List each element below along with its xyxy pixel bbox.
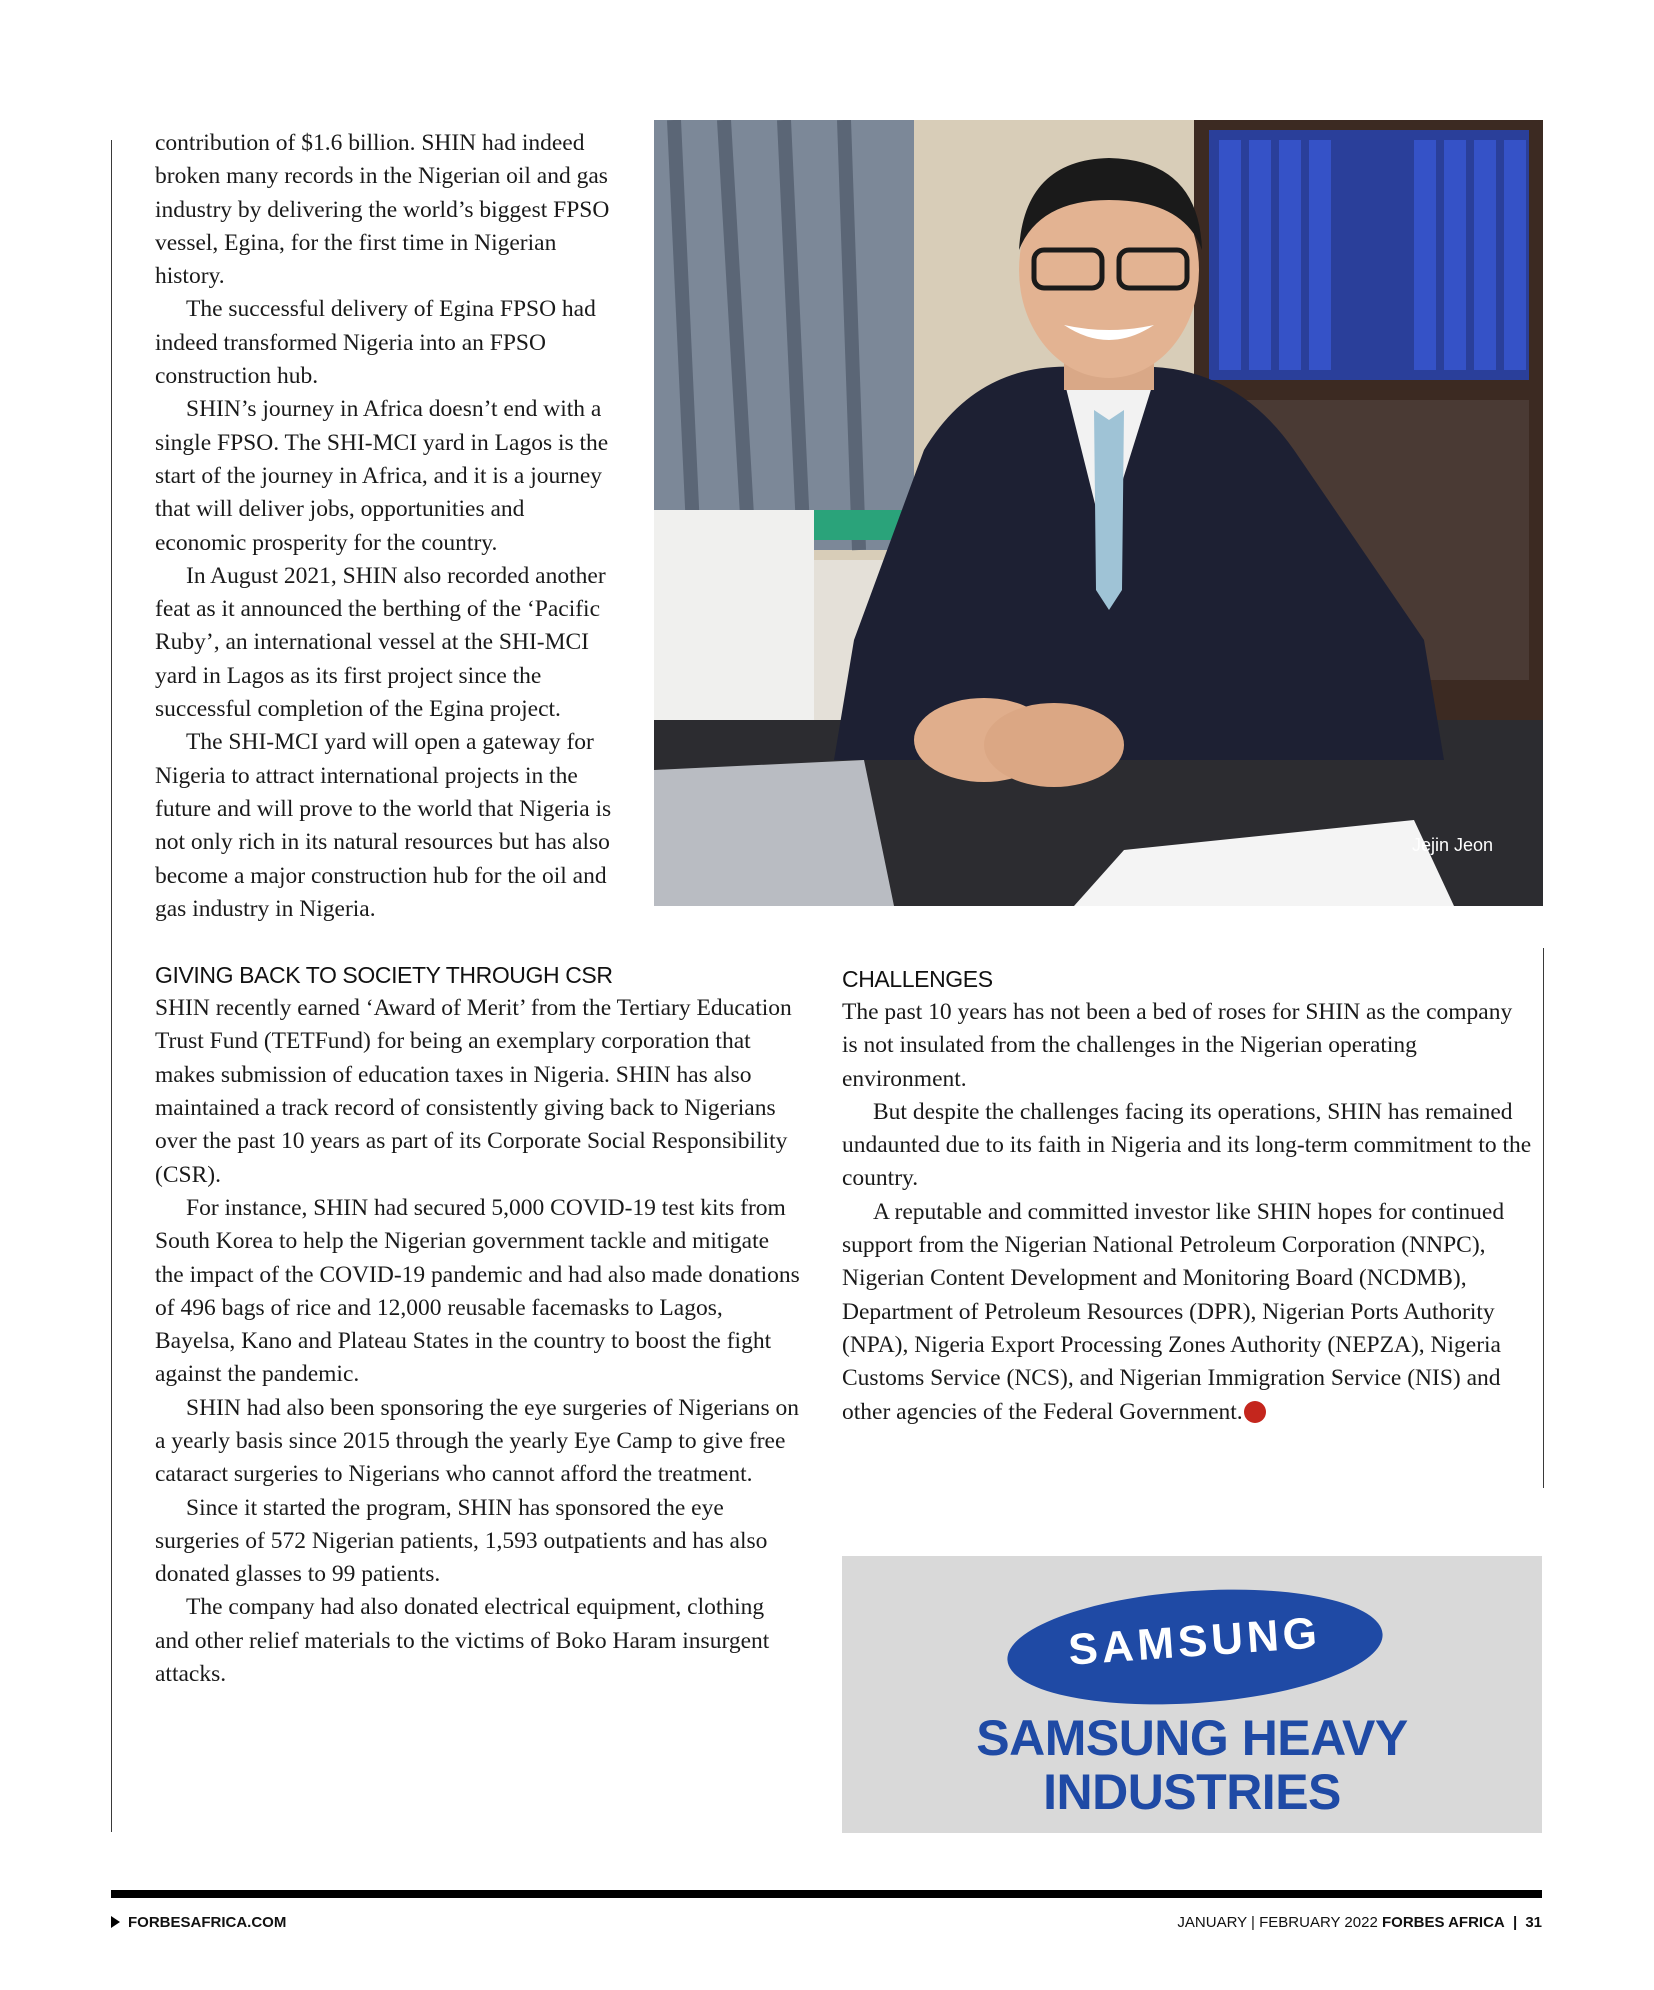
section-heading: CHALLENGES: [842, 966, 993, 992]
footer-issue: [1177, 1914, 1542, 1931]
paragraph: SHIN recently earned ‘Award of Merit’ from the Tertiary Education Trust Fund (TETFund) for being an exemplary corporation that makes submission of education taxes in Nigeria. SHIN has also maintained a track record of consistently giving back to Nigerians over the past 10 years as part of its Corporate Social Responsibility (CSR).: [155, 995, 792, 1188]
footer-separator: |: [1512, 1914, 1518, 1931]
paragraph-text: A reputable and committed investor like SHIN hopes for continued support from the Nigerian National Petroleum Corporation (NNPC), Nigerian Content Development and Monitoring Board (NCDMB), Department of Petroleum Resources (DPR), Nigerian Ports Authority (NPA), Nigeria Export Processing Zones Authority (NEPZA), Nigeria Customs Service (NCS), and Nigerian Immigration Service (NIS) and other agencies of the Federal Government.: [842, 1198, 1505, 1425]
samsung-heavy-industries-logo: [842, 1556, 1542, 1833]
footer-divider: [111, 1890, 1542, 1898]
logo-company-name: [842, 1711, 1542, 1819]
footer-site[interactable]: [111, 1914, 286, 1931]
footer-magazine: FORBES AFRICA: [1381, 1914, 1505, 1931]
logo-line: SAMSUNG HEAVY: [976, 1710, 1408, 1766]
article-column-right: [842, 963, 1532, 1429]
right-column-rule: [1543, 948, 1544, 1488]
paragraph: Since it started the program, SHIN has sponsored the eye surgeries of 572 Nigerian patients, 1,593 outpatients and has also donated glasses to 99 patients.: [155, 1494, 768, 1588]
paragraph: SHIN had also been sponsoring the eye surgeries of Nigerians on a yearly basis since 2015 through the yearly Eye Camp to give free cataract surgeries to Nigerians who cannot afford the treatment.: [155, 1394, 800, 1488]
paragraph: In August 2021, SHIN also recorded another feat as it announced the berthing of the ‘Pacific Ruby’, an international vessel at the SHI-MCI yard in Lagos as its first project since the successful completion of the Egina project.: [155, 562, 606, 723]
paragraph: The past 10 years has not been a bed of roses for SHIN as the company is not insulated from the challenges in the Nigerian operating environment.: [842, 999, 1513, 1092]
paragraph: SHIN’s journey in Africa doesn’t end with a single FPSO. The SHI-MCI yard in Lagos is the start of the journey in Africa, and it is a journey that will deliver jobs, opportunities and economic prosperity for the country.: [155, 396, 609, 556]
paragraph: The SHI-MCI yard will open a gateway for Nigeria to attract international projects in the future and will prove to the world that Nigeria is not only rich in its natural resources but has also become a major construction hub for the oil and gas industry in Nigeria.: [155, 729, 612, 922]
portrait-photo: [654, 120, 1543, 906]
samsung-wordmark: SAMSUNG: [1066, 1608, 1323, 1675]
paragraph: contribution of $1.6 billion. SHIN had indeed broken many records in the Nigerian oil and gas industry by delivering the world’s biggest FPSO vessel, Egina, for the first time in Nigerian history.: [155, 130, 610, 290]
forbes-end-mark-icon: F: [1244, 1401, 1266, 1423]
footer-site-link[interactable]: FORBESAFRICA.COM: [128, 1914, 287, 1931]
triangle-right-icon: [111, 1916, 120, 1928]
paragraph: [842, 1196, 1532, 1429]
paragraph: The company had also donated electrical equipment, clothing and other relief materials to the victims of Boko Haram insurgent attacks.: [155, 1594, 770, 1688]
left-column-rule: [111, 140, 112, 1832]
portrait-illustration: [654, 120, 1543, 906]
paragraph: The successful delivery of Egina FPSO had indeed transformed Nigeria into an FPSO construction hub.: [155, 296, 596, 390]
samsung-oval-logo: [1004, 1578, 1387, 1716]
paragraph: For instance, SHIN had secured 5,000 COVID-19 test kits from South Korea to help the Nigerian government tackle and mitigate the impact of the COVID-19 pandemic and had also made donations of 496 bags of rice and 12,000 reusable facemasks to Lagos, Bayelsa, Kano and Plateau States in the country to boost the fight against the pandemic.: [155, 1194, 800, 1388]
photo-caption: Jejin Jeon: [1411, 835, 1493, 855]
paragraph: But despite the challenges facing its operations, SHIN has remained undaunted due to its faith in Nigeria and its long-term commitment to the country.: [842, 1098, 1532, 1192]
page-number: 31: [1525, 1914, 1542, 1931]
section-heading: GIVING BACK TO SOCIETY THROUGH CSR: [155, 962, 613, 989]
footer-date: JANUARY | FEBRUARY 2022: [1177, 1914, 1378, 1931]
logo-line: INDUSTRIES: [1043, 1764, 1341, 1820]
